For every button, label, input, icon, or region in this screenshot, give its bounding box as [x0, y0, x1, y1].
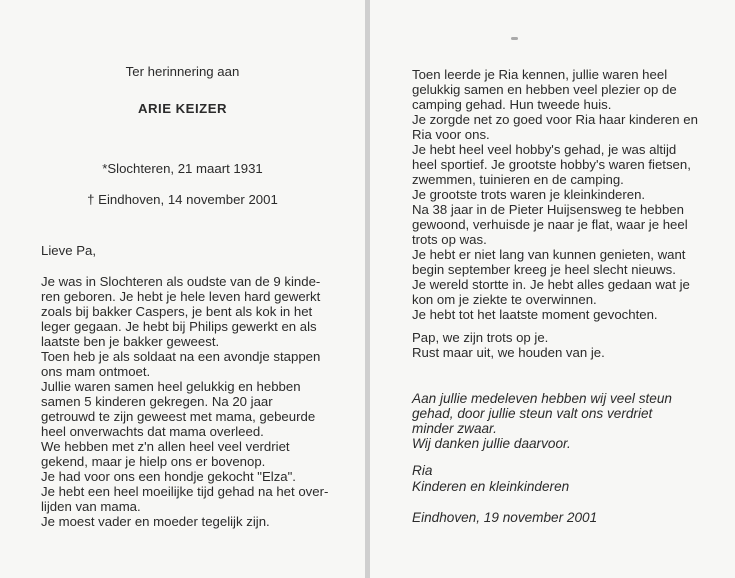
text-line: getrouwd te zijn geweest met mama, gebeurde [41, 409, 316, 424]
signature-line: Ria [412, 463, 433, 478]
thanks-line: Aan jullie medeleven hebben wij veel steun [412, 391, 672, 406]
memorial-intro: Ter herinnering aan [125, 64, 240, 79]
text-line: gelukkig samen en hebben veel plezier op de [412, 82, 677, 97]
text-line: Ria voor ons. [412, 127, 490, 142]
text-line: lijden van mama. [41, 499, 141, 514]
closing-line: Rust maar uit, we houden van je. [412, 345, 605, 360]
thanks-line: gehad, door jullie steun valt ons verdriet [412, 406, 653, 421]
deceased-name: ARIE KEIZER [137, 101, 228, 116]
right-page [370, 0, 735, 578]
text-line: Toen heb je als soldaat na een avondje stappen [41, 349, 321, 364]
text-line: heel sportief. Je grootste hobby's waren fietsen, [412, 157, 691, 172]
text-line: Toen leerde je Ria kennen, jullie waren heel [412, 67, 668, 82]
place-date: Eindhoven, 19 november 2001 [412, 510, 598, 525]
text-line: Je grootste trots waren je kleinkinderen. [412, 187, 646, 202]
paper-speck [511, 37, 518, 40]
text-line: ren geboren. Je hebt je hele leven hard gewerkt [41, 289, 321, 304]
text-line: We hebben met z'n allen heel veel verdriet [41, 439, 290, 454]
text-line: camping gehad. Hun tweede huis. [412, 97, 612, 112]
left-page [0, 0, 365, 578]
text-line: Je hebt heel veel hobby's gehad, je was altijd [412, 142, 677, 157]
text-line: Je wereld stortte in. Je hebt alles gedaan wat je [412, 277, 690, 292]
text-line: heel onverwachts dat mama overleed. [41, 424, 264, 439]
text-line: Je hebt tot het laatste moment gevochten. [412, 307, 658, 322]
text-line: gewoond, verhuisde je naar je flat, waar je heel [412, 217, 688, 232]
text-line: trots op was. [412, 232, 487, 247]
birth-line: *Slochteren, 21 maart 1931 [102, 161, 263, 176]
text-line: laatste ben je bakker geweest. [41, 334, 220, 349]
text-line: Je hebt er niet lang van kunnen genieten, want [412, 247, 686, 262]
text-line: begin september kreeg je heel slecht nieuws. [412, 262, 676, 277]
text-line: gekend, maar je hielp ons er bovenop. [41, 454, 266, 469]
thanks-line: Wij danken jullie daarvoor. [412, 436, 571, 451]
text-line: Na 38 jaar in de Pieter Huijsensweg te hebben [412, 202, 684, 217]
text-line: zwemmen, tuinieren en de camping. [412, 172, 624, 187]
text-line: Je zorgde net zo goed voor Ria haar kinderen en [412, 112, 698, 127]
text-line: Je was in Slochteren als oudste van de 9 kinde- [41, 274, 321, 289]
text-line: Jullie waren samen heel gelukkig en hebben [41, 379, 301, 394]
closing-line: Pap, we zijn trots op je. [412, 330, 549, 345]
thanks-line: minder zwaar. [412, 421, 497, 436]
text-line: leger gegaan. Je hebt bij Philips gewerkt en als [41, 319, 317, 334]
text-line: Je moest vader en moeder tegelijk zijn. [41, 514, 270, 529]
text-line: ons mam ontmoet. [41, 364, 151, 379]
text-line: Je had voor ons een hondje gekocht "Elza". [41, 469, 296, 484]
text-line: samen 5 kinderen gekregen. Na 20 jaar [41, 394, 273, 409]
text-line: Je hebt een heel moeilijke tijd gehad na het over- [41, 484, 329, 499]
death-line: † Eindhoven, 14 november 2001 [87, 192, 278, 207]
text-line: kon om je ziekte te overwinnen. [412, 292, 597, 307]
greeting: Lieve Pa, [41, 243, 96, 258]
signature-line: Kinderen en kleinkinderen [412, 479, 570, 494]
text-line: zoals bij bakker Caspers, je bent als kok in het [41, 304, 313, 319]
